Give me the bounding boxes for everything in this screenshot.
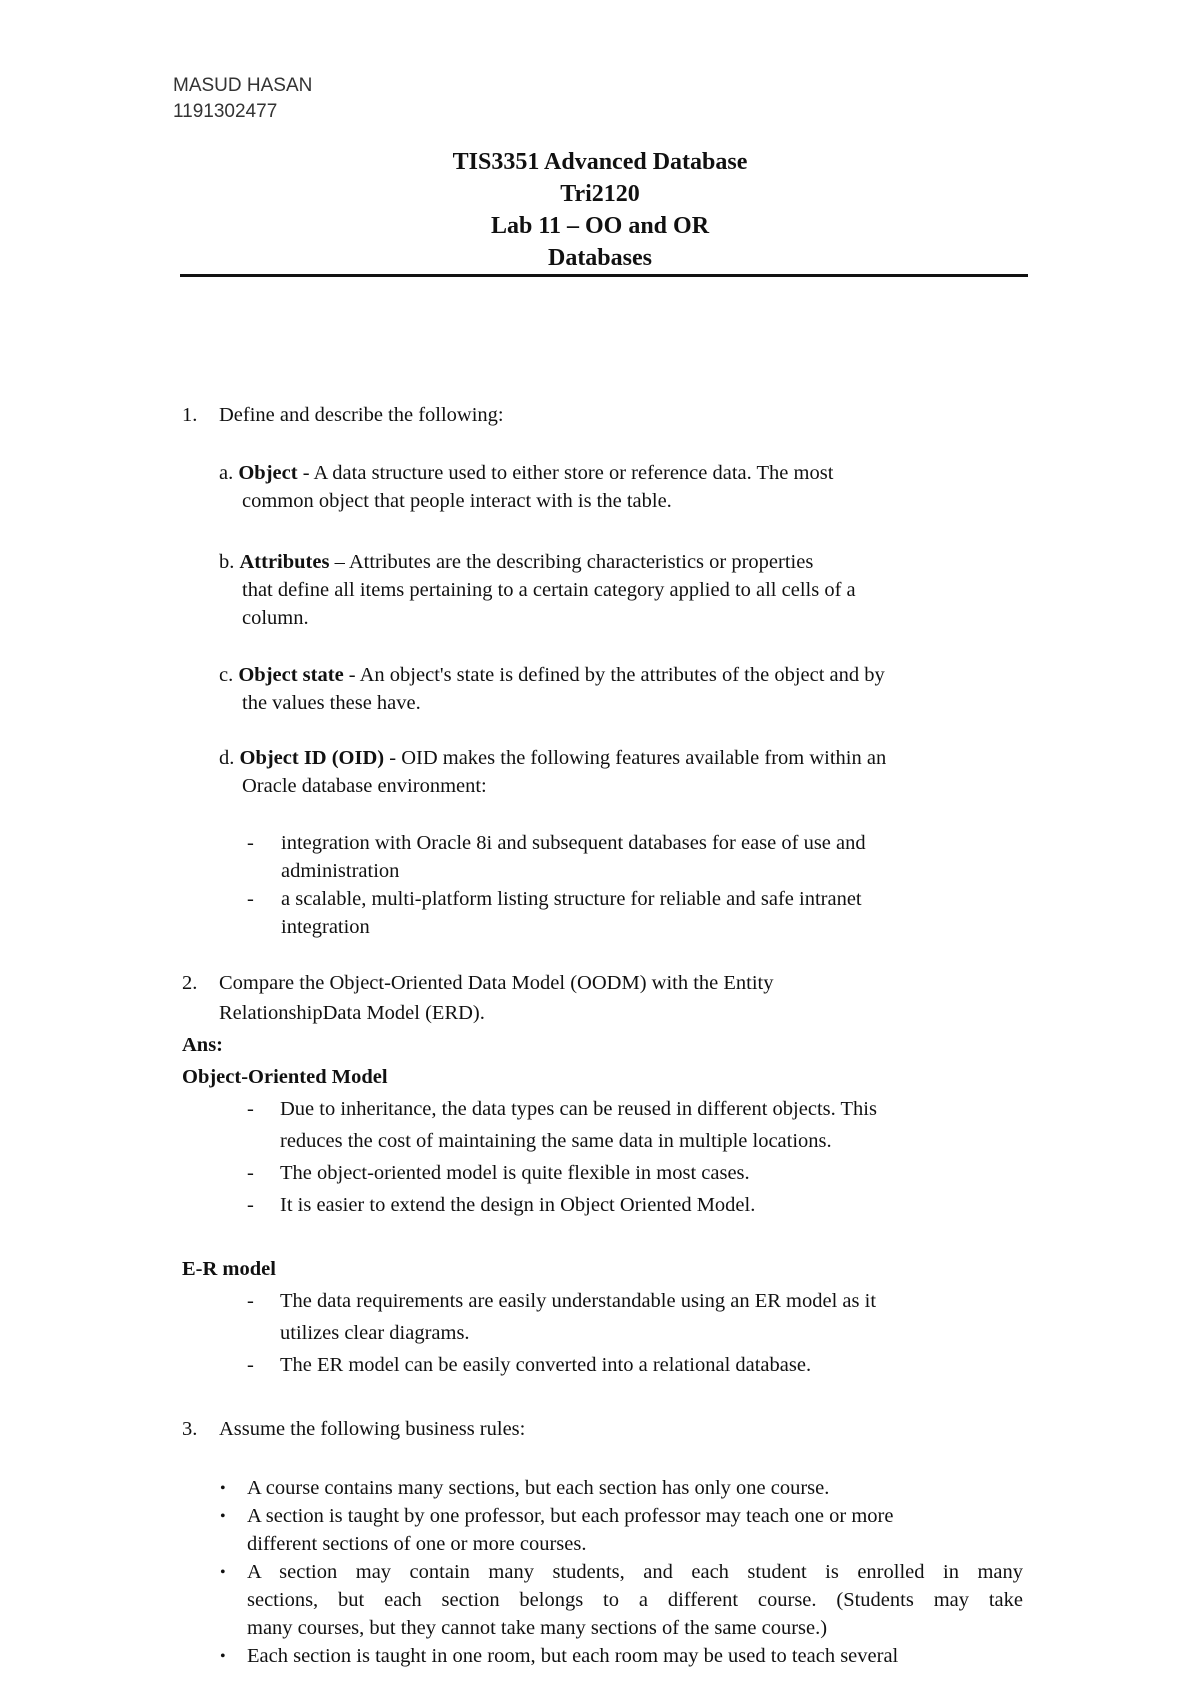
business-rule: many courses, but they cannot take many sections of the same course.) [247,1617,828,1639]
question-number: 3. [182,1418,198,1440]
oo-model-heading: Object-Oriented Model [182,1066,388,1088]
question-text: RelationshipData Model (ERD). [219,1002,485,1024]
title-rule [180,274,1028,277]
business-rule: Each section is taught in one room, but each room may be used to teach several [247,1645,899,1667]
dash-marker: - [247,1162,254,1184]
list-item: integration [281,916,370,938]
list-item: The data requirements are easily understandable using an ER model as it [280,1290,877,1312]
list-item: a scalable, multi-platform listing structure for reliable and safe intranet [281,888,862,910]
er-model-heading: E-R model [182,1258,276,1280]
definition-line: Oracle database environment: [242,775,487,797]
answer-label: Ans: [182,1034,224,1056]
bullet-marker: • [220,1480,226,1497]
definition-object-state: c. Object state - An object's state is defined by the attributes of the object and by [219,664,885,686]
author-name: MASUD HASAN [173,75,313,96]
lab-title: Lab 11 – OO and OR [490,213,710,239]
list-item: Due to inheritance, the data types can be reused in different objects. This [280,1098,877,1120]
dash-marker: - [247,1354,254,1376]
business-rule: sections, but each section belongs to a different course. (Students may take [247,1589,1023,1611]
list-item: administration [281,860,400,882]
list-item: The object-oriented model is quite flexible in most cases. [280,1162,750,1184]
definition-line: the values these have. [242,692,421,714]
trimester-title: Tri2120 [560,181,640,207]
definition-line: that define all items pertaining to a certain category applied to all cells of a [242,579,856,601]
business-rule: different sections of one or more courses. [247,1533,587,1555]
list-item: integration with Oracle 8i and subsequent databases for ease of use and [281,832,866,854]
definition-attributes: b. Attributes – Attributes are the describing characteristics or properties [219,551,814,573]
definition-object: a. Object - A data structure used to either store or reference data. The most [219,462,834,484]
question-number: 2. [182,972,198,994]
question-text: Assume the following business rules: [219,1418,526,1440]
bullet-marker: • [220,1564,226,1581]
question-text: Define and describe the following: [219,404,504,426]
bullet-marker: • [220,1508,226,1525]
list-item: It is easier to extend the design in Object Oriented Model. [280,1194,756,1216]
dash-marker: - [247,1290,254,1312]
list-item: The ER model can be easily converted into a relational database. [280,1354,812,1376]
student-id: 1191302477 [173,101,278,122]
list-item: utilizes clear diagrams. [280,1322,470,1344]
question-number: 1. [182,404,198,426]
dash-marker: - [247,1194,254,1216]
dash-marker: - [247,888,254,910]
business-rule: A section is taught by one professor, but each professor may teach one or more [247,1505,894,1527]
lab-subtitle: Databases [547,245,652,271]
definition-line: common object that people interact with is the table. [242,490,672,512]
dash-marker: - [247,832,254,854]
question-text: Compare the Object-Oriented Data Model (OODM) with the Entity [219,972,774,994]
business-rule: A section may contain many students, and each student is enrolled in many [247,1561,1023,1583]
course-title: TIS3351 Advanced Database [452,149,748,175]
definition-object-id: d. Object ID (OID) - OID makes the following features available from within an [219,747,887,769]
bullet-marker: • [220,1648,226,1665]
definition-line: column. [242,607,309,629]
list-item: reduces the cost of maintaining the same data in multiple locations. [280,1130,832,1152]
dash-marker: - [247,1098,254,1120]
business-rule: A course contains many sections, but each section has only one course. [247,1477,830,1499]
